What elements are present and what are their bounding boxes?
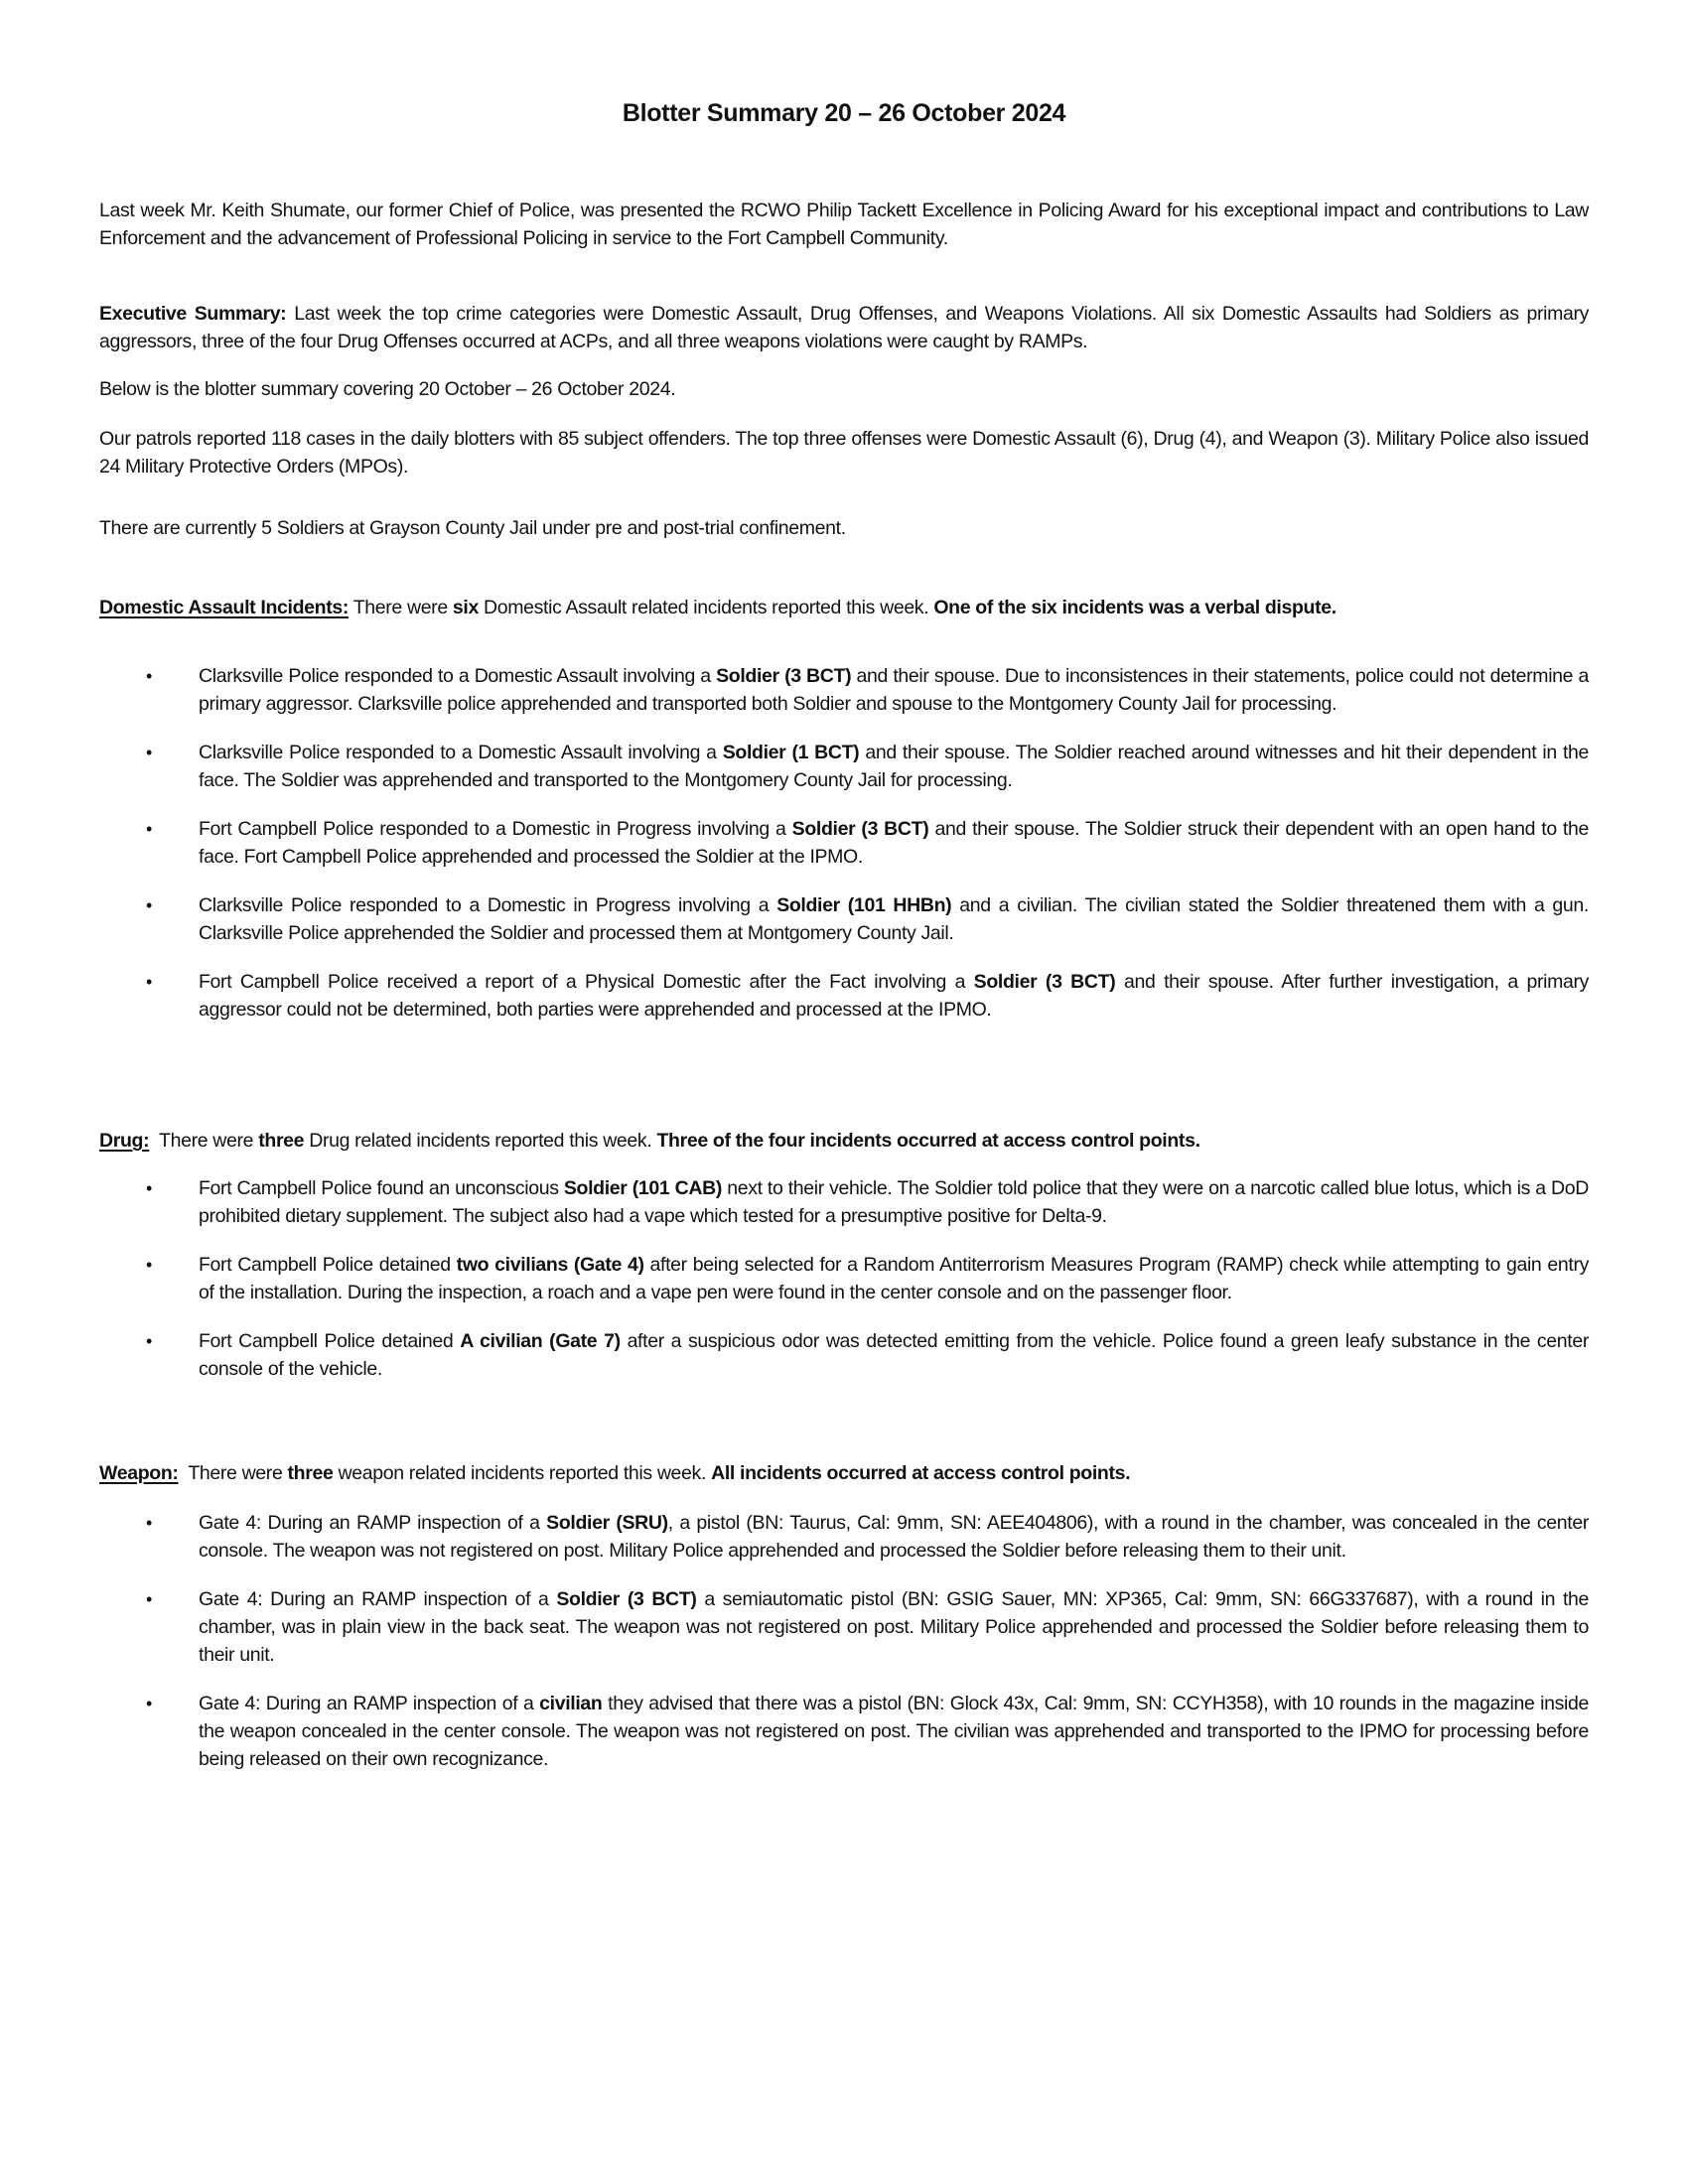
weapon-summary-mid: weapon related incidents reported this week. xyxy=(333,1462,712,1484)
item-text: and their spouse. The Soldier struck their dependent with an open hand to the face. Fort Campbell Police apprehended and processed the Soldier at the IPMO. xyxy=(199,818,1589,868)
executive-summary-text: Last week the top crime categories were Domestic Assault, Drug Offenses, and Weapons Violations. All six Domestic Assaults had Soldiers as primary aggressors, three of the four Drug Offenses occurred at ACPs, and all three weapons violations were caught by RAMPs. xyxy=(99,303,1590,352)
bullet-icon: • xyxy=(146,972,152,992)
item-subject: Soldier (3 BCT) xyxy=(973,971,1116,993)
weapon-section-summary xyxy=(99,1459,1589,1487)
bullet-icon: • xyxy=(146,1255,152,1275)
weapon-incident-list xyxy=(99,1509,1589,1794)
list-item xyxy=(99,662,1589,718)
item-subject: Soldier (3 BCT) xyxy=(556,1588,697,1610)
item-text: Clarksville Police responded to a Domestic Assault involving a xyxy=(199,742,723,763)
coverage-paragraph: Below is the blotter summary covering 20 October – 26 October 2024. xyxy=(99,378,676,400)
item-subject: Soldier (3 BCT) xyxy=(791,818,929,840)
domestic-summary-highlight: One of the six incidents was a verbal dispute. xyxy=(933,597,1336,618)
item-text: after a suspicious odor was detected emitting from the vehicle. Police found a green leafy substance in the center console of the vehicle. xyxy=(199,1330,1589,1380)
item-text: Fort Campbell Police responded to a Domestic in Progress involving a xyxy=(199,818,792,840)
drug-summary-count: three xyxy=(258,1130,305,1152)
item-text: Gate 4: During an RAMP inspection of a xyxy=(199,1588,557,1610)
item-text: a semiautomatic pistol (BN: GSIG Sauer, MN: XP365, Cal: 9mm, SN: 66G337687), with a round in the chamber, was in plain view in the back seat. The weapon was not registered on post. Military Police apprehended and processed the Soldier before releasing them to their unit. xyxy=(199,1588,1590,1666)
weapon-summary-pre: There were xyxy=(178,1462,288,1484)
item-text: Clarksville Police responded to a Domestic in Progress involving a xyxy=(199,894,777,916)
bullet-icon: • xyxy=(146,1178,152,1198)
domestic-section-heading: Domestic Assault Incidents: xyxy=(99,597,349,618)
item-text: and a civilian. The civilian stated the Soldier threatened them with a gun. Clarksville Police apprehended the Soldier and processed them at Montgomery County Jail. xyxy=(199,894,1589,944)
list-item xyxy=(99,1690,1589,1773)
list-item xyxy=(99,1585,1589,1669)
executive-summary-label: Executive Summary: xyxy=(99,303,287,325)
item-text: Fort Campbell Police found an unconscious xyxy=(199,1177,564,1199)
weapon-section-heading: Weapon: xyxy=(99,1462,179,1484)
item-text: after being selected for a Random Antiterrorism Measures Program (RAMP) check while attempting to gain entry of the installation. During the inspection, a roach and a vape pen were found in the center console and on the passenger floor. xyxy=(199,1254,1589,1303)
item-subject: civilian xyxy=(539,1693,603,1714)
intro-paragraph: Last week Mr. Keith Shumate, our former Chief of Police, was presented the RCWO Philip Tackett Excellence in Policing Award for his exceptional impact and contributions to Law Enforcement and the advancement of Professional Policing in service to the Fort Campbell Community. xyxy=(99,200,1589,249)
domestic-summary-count: six xyxy=(452,597,479,618)
domestic-incident-list xyxy=(99,662,1589,1044)
domestic-section-summary xyxy=(99,594,1589,621)
item-text: and their spouse. After further investigation, a primary aggressor could not be determined, both parties were apprehended and processed at the IPMO. xyxy=(199,971,1589,1021)
bullet-icon: • xyxy=(146,819,152,839)
weapon-summary-count: three xyxy=(287,1462,334,1484)
item-subject: Soldier (101 HHBn) xyxy=(776,894,952,916)
drug-section-summary xyxy=(99,1127,1589,1155)
list-item xyxy=(99,1174,1589,1230)
drug-summary-highlight: Three of the four incidents occurred at access control points. xyxy=(656,1130,1200,1152)
item-subject: Soldier (1 BCT) xyxy=(722,742,860,763)
bullet-icon: • xyxy=(146,1331,152,1351)
confinement-paragraph: There are currently 5 Soldiers at Grayson County Jail under pre and post-trial confinement. xyxy=(99,517,846,539)
item-text: and their spouse. The Soldier reached around witnesses and hit their dependent in the face. The Soldier was apprehended and transported to the Montgomery County Jail for processing. xyxy=(199,742,1590,791)
list-item xyxy=(99,891,1589,947)
item-text: they advised that there was a pistol (BN: Glock 43x, Cal: 9mm, SN: CCYH358), with 10 rounds in the magazine inside the weapon concealed in the center console. The weapon was not registered on post. The civilian was apprehended and transported to the IPMO for processing before being released on their own recognizance. xyxy=(199,1693,1589,1770)
item-text: Clarksville Police responded to a Domestic Assault involving a xyxy=(199,665,717,687)
item-text: and their spouse. Due to inconsistences in their statements, police could not determine a primary aggressor. Clarksville police apprehended and transported both Soldier and spouse to the Montgomery County Jail for processing. xyxy=(199,665,1589,715)
bullet-icon: • xyxy=(146,1589,152,1609)
item-subject: two civilians (Gate 4) xyxy=(456,1254,644,1276)
item-text: Gate 4: During an RAMP inspection of a xyxy=(199,1512,547,1534)
bullet-icon: • xyxy=(146,743,152,762)
item-subject: A civilian (Gate 7) xyxy=(460,1330,621,1352)
bullet-icon: • xyxy=(146,895,152,915)
bullet-icon: • xyxy=(146,1513,152,1533)
item-text: Fort Campbell Police detained xyxy=(199,1254,457,1276)
list-item xyxy=(99,968,1589,1024)
list-item xyxy=(99,1509,1589,1565)
executive-summary-paragraph xyxy=(99,300,1589,355)
bullet-icon: • xyxy=(146,666,152,686)
list-item xyxy=(99,1327,1589,1383)
stats-paragraph: Our patrols reported 118 cases in the daily blotters with 85 subject offenders. The top three offenses were Domestic Assault (6), Drug (4), and Weapon (3). Military Police also issued 24 Military Protective Orders (MPOs). xyxy=(99,428,1589,478)
item-subject: Soldier (101 CAB) xyxy=(563,1177,722,1199)
drug-section-heading: Drug: xyxy=(99,1130,150,1152)
list-item xyxy=(99,815,1589,871)
list-item xyxy=(99,739,1589,794)
drug-summary-pre: There were xyxy=(149,1130,259,1152)
item-text: , a pistol (BN: Taurus, Cal: 9mm, SN: AEE404806), with a round in the chamber, was concealed in the center console. The weapon was not registered on post. Military Police apprehended and processed the Soldier before releasing them to their unit. xyxy=(199,1512,1590,1562)
document-title: Blotter Summary 20 – 26 October 2024 xyxy=(622,99,1066,127)
drug-summary-mid: Drug related incidents reported this week. xyxy=(304,1130,657,1152)
weapon-summary-highlight: All incidents occurred at access control points. xyxy=(711,1462,1131,1484)
item-text: Gate 4: During an RAMP inspection of a xyxy=(199,1693,540,1714)
list-item xyxy=(99,1251,1589,1306)
item-subject: Soldier (SRU) xyxy=(546,1512,668,1534)
bullet-icon: • xyxy=(146,1694,152,1713)
item-text: Fort Campbell Police received a report of a Physical Domestic after the Fact involving a xyxy=(199,971,974,993)
item-text: Fort Campbell Police detained xyxy=(199,1330,461,1352)
drug-incident-list xyxy=(99,1174,1589,1404)
item-subject: Soldier (3 BCT) xyxy=(716,665,852,687)
domestic-summary-pre: There were xyxy=(348,597,453,618)
domestic-summary-mid: Domestic Assault related incidents reported this week. xyxy=(478,597,934,618)
item-text: next to their vehicle. The Soldier told police that they were on a narcotic called blue lotus, which is a DoD prohibited dietary supplement. The subject also had a vape which tested for a presumptive positive for Delta-9. xyxy=(199,1177,1589,1227)
